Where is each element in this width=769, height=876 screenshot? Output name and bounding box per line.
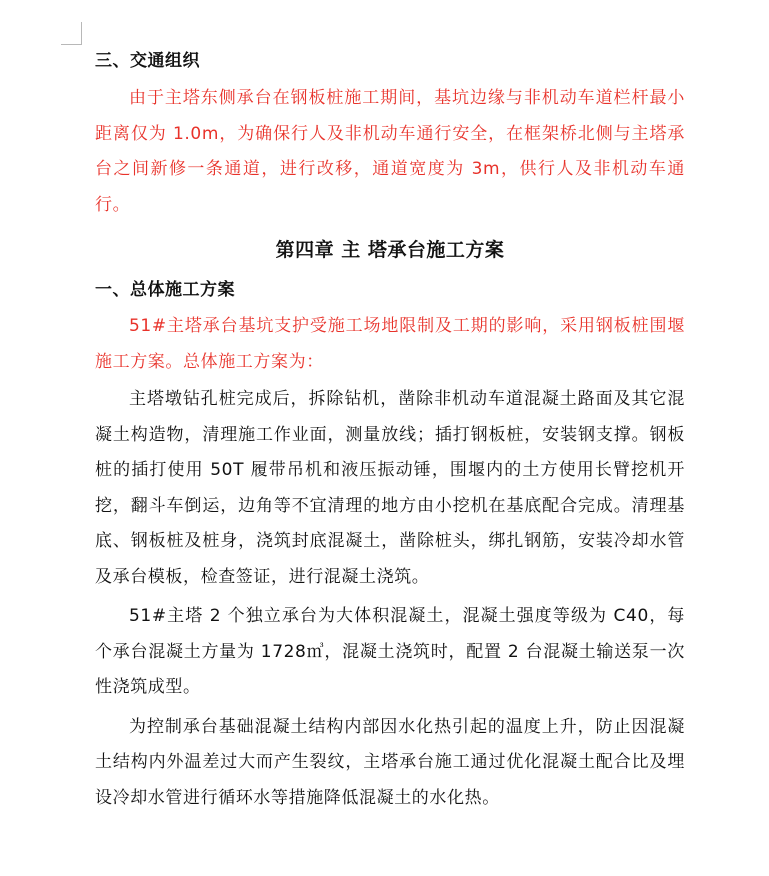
document-body (95, 44, 685, 816)
cofferdam-intro-paragraph: 51#主塔承台基坑支护受施工场地限制及工期的影响，采用钢板桩围堰施工方案。总体施工方案为： (95, 316, 685, 372)
hydration-heat-paragraph: 为控制承台基础混凝土结构内部因水化热引起的温度上升，防止因混凝土结构内外温差过大而产生裂纹，主塔承台施工通过优化混凝土配合比及埋设冷却水管进行循环水等措施降低混凝土的水化热。 (95, 716, 685, 808)
construction-process-paragraph: 主塔墩钻孔桩完成后，拆除钻机，凿除非机动车道混凝土路面及其它混凝土构造物，清理施工作业面，测量放线；插打钢板桩，安装钢支撑。钢板桩的插打使用 50T 履带吊机和液压振动锤，围堰内的土方使用长臂挖机开挖，翻斗车倒运，边角等不宜清理的地方由小挖机在基底配合完成。清理基底、钢板桩及桩身，浇筑封底混凝土，凿除桩头，绑扎钢筋，安装冷却水管及承台模板，检查签证，进行混凝土浇筑。 (95, 389, 685, 587)
page-corner-mark (61, 22, 82, 45)
section-three-heading: 三、交通组织 (95, 51, 200, 71)
chapter-title: 第四章 主 塔承台施工方案 (275, 239, 505, 261)
section-one-heading: 一、总体施工方案 (95, 280, 235, 300)
traffic-organization-paragraph: 由于主塔东侧承台在钢板桩施工期间，基坑边缘与非机动车道栏杆最小距离仅为 1.0m，为确保行人及非机动车通行安全，在框架桥北侧与主塔承台之间新修一条通道，进行改移，通道宽度为 3m，供行人及非机动车通行。 (95, 88, 685, 215)
concrete-volume-paragraph: 51#主塔 2 个独立承台为大体积混凝土，混凝土强度等级为 C40，每个承台混凝土方量为 1728㎥，混凝土浇筑时，配置 2 台混凝土输送泵一次性浇筑成型。 (95, 606, 685, 697)
